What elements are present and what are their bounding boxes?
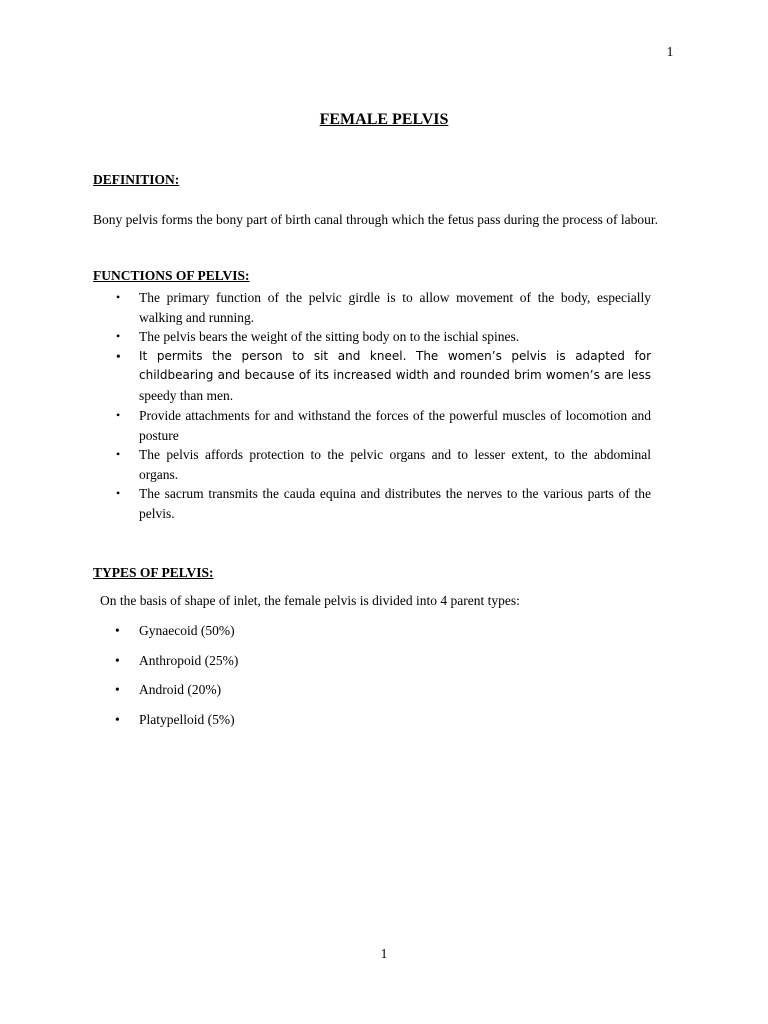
bullet-icon: •: [115, 682, 120, 697]
functions-heading: FUNCTIONS OF PELVIS:: [93, 268, 250, 283]
page-number-bottom: 1: [380, 946, 388, 961]
function-item-text: The sacrum transmits the cauda equina and distributes the nerves to the various parts of the pelvis.: [139, 486, 651, 521]
bullet-icon: •: [116, 486, 121, 500]
page-title-text: FEMALE PELVIS: [319, 111, 449, 128]
list-item: [93, 651, 238, 681]
function-item-tail: speedy than men.: [139, 387, 234, 403]
types-heading: TYPES OF PELVIS:: [93, 565, 214, 580]
bullet-icon: •: [116, 408, 121, 422]
list-item: [93, 445, 675, 484]
function-item-text: It permits the person to sit and kneel. The women’s pelvis is adapted for childbearing and because of its increased width and rounded brim women’s are less: [139, 348, 651, 382]
bullet-icon: •: [115, 623, 120, 638]
bullet-icon: •: [115, 711, 120, 727]
bullet-icon: •: [116, 290, 121, 304]
list-item: [93, 621, 238, 651]
list-item: [93, 484, 675, 523]
type-item-text: Platypelloid (5%): [139, 711, 235, 727]
page-title: [0, 111, 768, 129]
list-item: [93, 347, 675, 407]
types-intro: On the basis of shape of inlet, the female pelvis is divided into 4 parent types:: [100, 593, 520, 608]
function-item-text: The primary function of the pelvic girdle is to allow movement of the body, especially walking and running.: [139, 290, 651, 325]
types-list: [93, 621, 238, 739]
type-item-text: Anthropoid (25%): [139, 652, 239, 668]
list-item: [93, 327, 675, 347]
list-item: [93, 288, 675, 327]
type-item-text: Gynaecoid (50%): [139, 623, 235, 638]
bullet-icon: •: [116, 329, 121, 343]
list-item: [93, 710, 238, 740]
definition-text: Bony pelvis forms the bony part of birth canal through which the fetus pass during the process of labour.: [93, 212, 659, 227]
function-item-text: The pelvis bears the weight of the sitting body on to the ischial spines.: [139, 329, 520, 344]
function-item-text: The pelvis affords protection to the pelvic organs and to lesser extent, to the abdominal organs.: [139, 447, 651, 482]
page-number-top: 1: [666, 44, 674, 59]
type-item-text: Android (20%): [139, 682, 222, 697]
definition-heading: DEFINITION:: [93, 172, 180, 187]
list-item: [93, 406, 675, 445]
functions-list: [93, 288, 675, 523]
bullet-icon: •: [116, 348, 121, 364]
list-item: [93, 680, 238, 710]
function-item-text: Provide attachments for and withstand the forces of the powerful muscles of locomotion and posture: [139, 408, 651, 443]
bullet-icon: •: [116, 447, 121, 461]
bullet-icon: •: [115, 652, 120, 668]
